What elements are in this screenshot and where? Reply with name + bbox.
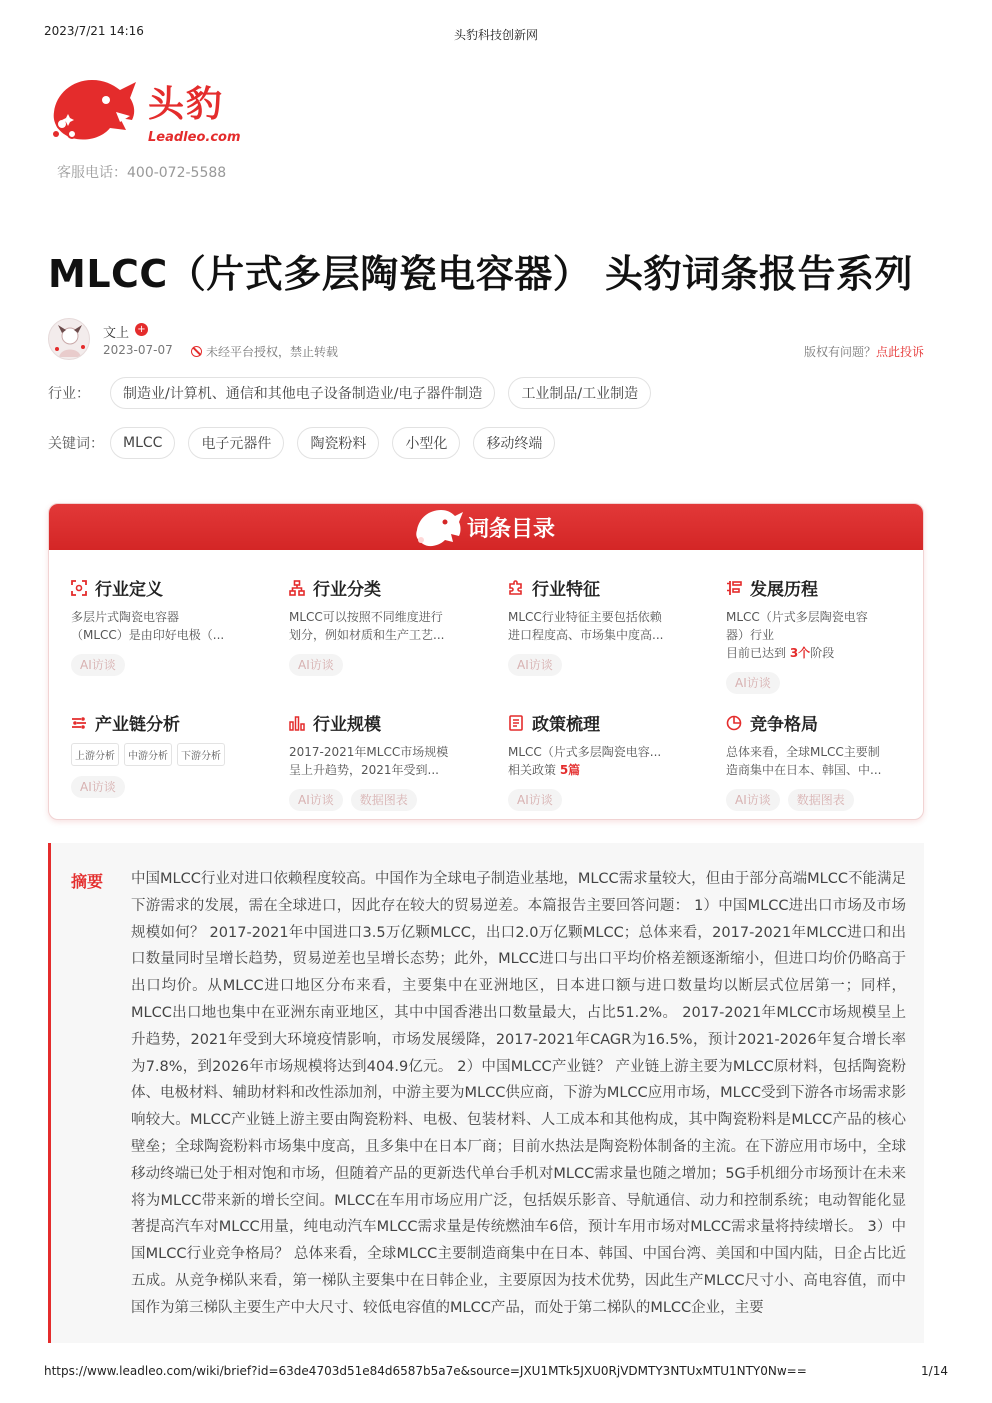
keyword-label: 关键词： xyxy=(48,436,104,452)
toc-item-desc xyxy=(71,608,271,644)
toc-item-policy[interactable] xyxy=(508,710,708,811)
toc-header xyxy=(49,504,923,550)
toc-item-competition[interactable] xyxy=(726,710,924,811)
toc-item-definition[interactable] xyxy=(71,575,271,676)
desc-line: 2017-2021年MLCC市场规模 xyxy=(289,745,449,759)
brand-name-en: Leadleo.com xyxy=(148,130,241,145)
author-row xyxy=(48,318,924,364)
toc-item-title: 行业定义 xyxy=(95,580,163,600)
toc-item-chain[interactable] xyxy=(71,710,271,798)
desc-line: 器）行业 xyxy=(726,628,775,642)
keyword-tag[interactable]: 电子元器件 xyxy=(188,427,284,459)
toc-item-features[interactable] xyxy=(508,575,708,676)
ai-interview-button[interactable]: AI访谈 xyxy=(508,654,562,676)
abstract-label: 摘要 xyxy=(71,872,104,891)
ai-interview-button[interactable]: AI访谈 xyxy=(71,776,125,798)
industry-label: 行业： xyxy=(48,386,90,402)
customer-service-phone: 客服电话：400-072-5588 xyxy=(57,165,227,181)
toc-item-title: 行业特征 xyxy=(532,580,600,600)
toc-item-title: 政策梳理 xyxy=(532,715,600,735)
toc-item-title: 行业分类 xyxy=(313,580,381,600)
toc-item-desc xyxy=(289,608,489,644)
timeline-icon xyxy=(726,580,742,596)
print-site-title: 头豹科技创新网 xyxy=(453,28,539,42)
abstract-section xyxy=(48,843,924,1343)
print-header xyxy=(44,24,948,42)
desc-line: MLCC（片式多层陶瓷电容 xyxy=(726,610,868,624)
midstream-chip[interactable]: 中游分析 xyxy=(124,743,172,766)
abstract-text: 中国MLCC行业对进口依赖程度较高。中国作为全球电子制造业基地，MLCC需求量较大，但由于部分高端MLCC不能满足下游需求的发展，需在全球进口，因此存在较大的贸易逆差。本篇报告主要回答问题： 1）中国MLCC进出口市场及市场规模如何？ 2017-2021年中国进口3.5万亿颗MLCC，出口2.0万亿颗MLCC；总体来看，2017-2021年MLCC进口和出口数量同时呈增长趋势，贸易逆差也呈增长态势；此外，MLCC进口与出口平均价格差额逐渐缩小，但进口均价仍略高于出口均价。从MLCC进口地区分布来看，主要集中在亚洲地区，日本进口额与进口数量均以断层式位居第一；同样，MLCC出口地也集中在亚洲东南亚地区，其中中国香港出口数量最大，占比51.2%。 2017-2021年MLCC市场规模呈上升趋势，2021年受到大环境疫情影响，市场发展缓降，2017-2021年CAGR为16.5%，预计2021-2026年复合增长率为7.8%，到2026年市场规模将达到404.9亿元。 2）中国MLCC产业链？ 产业链上游主要为MLCC原材料，包括陶瓷粉体、电极材料、辅助材料和改性添加剂，中游主要为MLCC供应商，下游为MLCC应用市场，MLCC受到下游各市场需求影响较大。MLCC产业链上游主要由陶瓷粉料、电极、包装材料、人工成本和其他构成，其中陶瓷粉料是MLCC产品的核心壁垒；全球陶瓷粉料市场集中度高，且多集中在日本厂商；目前水热法是陶瓷粉体制备的主流。在下游应用市场中，全球移动终端已处于相对饱和市场，但随着产品的更新迭代单台手机对MLCC需求量也随之增加；5G手机细分市场预计在未来将为MLCC带来新的增长空间。MLCC在车用市场应用广泛，包括娱乐影音、导航通信、动力和控制系统；电动智能化显著提高汽车对MLCC用量，纯电动汽车MLCC需求量是传统燃油车6倍，预计车用市场对MLCC需求量将持续增长。 3）中国MLCC行业竞争格局？ 总体来看，全球MLCC主要制造商集中在日本、韩国、中国台湾、美国和中国内陆，日企占比近五成。从竞争梯队来看，第一梯队主要集中在日韩企业，主要原因为技术优势，因此生产MLCC尺寸小、高电容值，而中国作为第三梯队主要生产中大尺寸、较低电容值的MLCC产品，而处于第二梯队的MLCC企业，主要 xyxy=(131,871,907,1316)
toc-title: 词条目录 xyxy=(467,517,556,542)
leopard-head-icon xyxy=(46,72,142,148)
desc-text: 目前已达到 xyxy=(726,646,790,660)
keyword-tag[interactable]: 移动终端 xyxy=(473,427,555,459)
upstream-chip[interactable]: 上游分析 xyxy=(71,743,119,766)
author-avatar[interactable] xyxy=(48,318,90,360)
desc-line xyxy=(508,761,708,779)
data-chart-button[interactable]: 数据图表 xyxy=(788,789,854,811)
author-name[interactable]: 文上 xyxy=(103,326,130,341)
copyright-notice xyxy=(804,343,924,360)
toc-panel xyxy=(48,503,924,820)
toc-item-title: 发展历程 xyxy=(750,580,818,600)
industry-tags-row xyxy=(48,376,952,410)
data-chart-button[interactable]: 数据图表 xyxy=(351,789,417,811)
toc-item-title: 竞争格局 xyxy=(750,715,818,735)
toc-item-desc xyxy=(508,743,708,779)
keyword-tags-row xyxy=(48,426,952,460)
verified-badge-icon: + xyxy=(135,323,148,336)
page-url: https://www.leadleo.com/wiki/brief?id=63de4703d51e84d6587b5a7e&source=JXU1MTk5JXU0RjVDMTY3NTUxMTU1NTY0Nw== xyxy=(44,1364,807,1378)
keyword-tag[interactable]: 小型化 xyxy=(392,427,460,459)
brand-name-cn: 头豹 xyxy=(148,84,225,125)
desc-line: MLCC行业特征主要包括依赖 xyxy=(508,610,662,624)
copyright-prefix: 版权有问题？ xyxy=(803,345,876,359)
document-list-icon xyxy=(508,715,524,731)
policy-count: 5篇 xyxy=(559,763,581,777)
desc-line xyxy=(726,644,924,662)
publish-date: 2023-07-07 xyxy=(103,343,173,357)
pie-chart-icon xyxy=(726,715,742,731)
stage-count: 3个 xyxy=(789,646,811,660)
no-repost-notice xyxy=(191,343,338,360)
industry-tag[interactable]: 制造业/计算机、通信和其他电子设备制造业/电子器件制造 xyxy=(110,377,495,409)
print-footer xyxy=(44,1364,948,1382)
ai-interview-button[interactable]: AI访谈 xyxy=(289,789,343,811)
desc-line: 划分，例如材质和生产工艺... xyxy=(289,628,445,642)
toc-item-history[interactable] xyxy=(726,575,924,694)
desc-line: 多层片式陶瓷电容器 xyxy=(71,610,180,624)
toc-item-desc xyxy=(726,608,924,662)
desc-text: 阶段 xyxy=(810,646,835,660)
desc-line: 进口程度高、市场集中度高... xyxy=(508,628,664,642)
keyword-tag[interactable]: MLCC xyxy=(110,427,175,459)
toc-item-title: 行业规模 xyxy=(313,715,381,735)
hierarchy-icon xyxy=(289,580,305,596)
ai-interview-button[interactable]: AI访谈 xyxy=(726,672,780,694)
ai-interview-button[interactable]: AI访谈 xyxy=(71,654,125,676)
no-repost-text: 未经平台授权，禁止转载 xyxy=(206,345,339,359)
desc-line: MLCC（片式多层陶瓷电容... xyxy=(508,745,662,759)
desc-text: 相关政策 xyxy=(508,763,560,777)
leopard-head-icon xyxy=(411,504,463,550)
chain-chips xyxy=(71,743,271,766)
complaint-link[interactable]: 点此投诉 xyxy=(875,345,924,359)
downstream-chip[interactable]: 下游分析 xyxy=(177,743,225,766)
desc-line: 造商集中在日本、韩国、中... xyxy=(726,763,882,777)
bar-chart-icon xyxy=(289,715,305,731)
toc-item-desc xyxy=(726,743,924,779)
toc-item-title: 产业链分析 xyxy=(95,715,180,735)
desc-line: （MLCC）是由印好电极（... xyxy=(71,628,225,642)
desc-line: MLCC可以按照不同维度进行 xyxy=(289,610,443,624)
ban-icon xyxy=(191,346,202,357)
desc-line: 呈上升趋势，2021年受到... xyxy=(289,763,439,777)
industry-tag[interactable]: 工业制品/工业制造 xyxy=(508,377,651,409)
avatar-illustration-icon xyxy=(49,319,90,360)
page-number: 1/14 xyxy=(921,1364,948,1378)
desc-line: 总体来看，全球MLCC主要制 xyxy=(726,745,880,759)
definition-icon xyxy=(71,580,87,596)
toc-item-desc xyxy=(289,743,489,779)
report-title: MLCC（片式多层陶瓷电容器） 头豹词条报告系列 xyxy=(48,252,914,296)
leadleo-logo[interactable] xyxy=(46,72,246,152)
toc-item-classification[interactable] xyxy=(289,575,489,676)
ai-interview-button[interactable]: AI访谈 xyxy=(508,789,562,811)
keyword-tag[interactable]: 陶瓷粉料 xyxy=(297,427,379,459)
toc-item-scale[interactable] xyxy=(289,710,489,811)
ai-interview-button[interactable]: AI访谈 xyxy=(726,789,780,811)
chain-flow-icon xyxy=(71,715,87,731)
ai-interview-button[interactable]: AI访谈 xyxy=(289,654,343,676)
toc-item-desc xyxy=(508,608,708,644)
puzzle-icon xyxy=(508,580,524,596)
print-datetime: 2023/7/21 14:16 xyxy=(44,24,144,38)
